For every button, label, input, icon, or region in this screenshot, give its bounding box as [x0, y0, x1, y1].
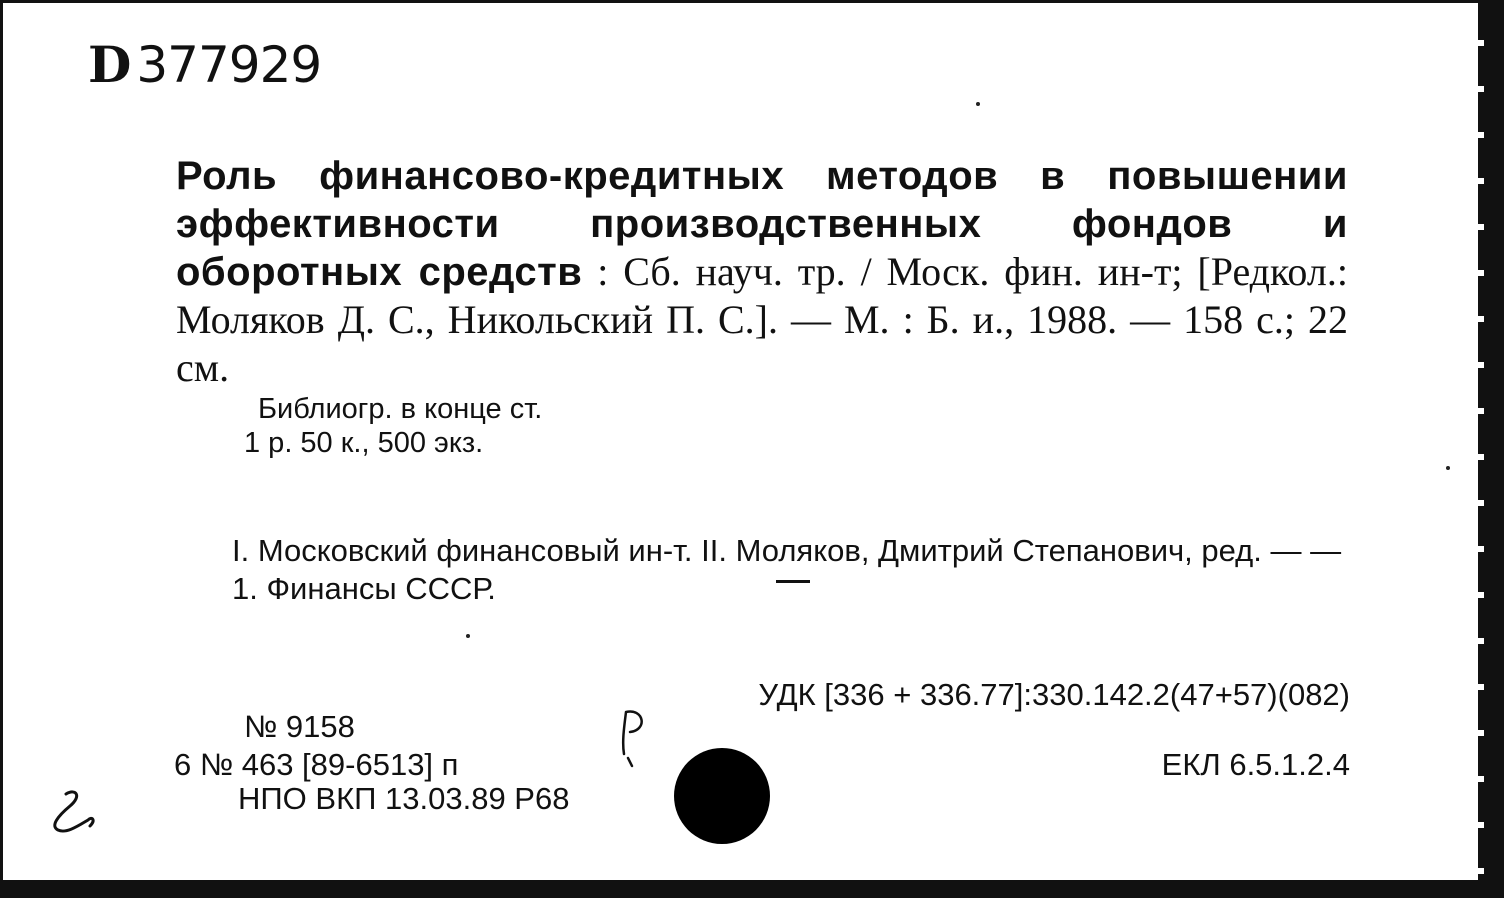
udk-classification: УДК [336 + 336.77]:330.142.2(47+57)(082) [758, 677, 1350, 712]
accession-line: 6 № 463 [89-6513] п [174, 747, 459, 782]
price-note: 1 р. 50 к., 500 экз. [244, 427, 484, 459]
handwritten-l-mark [44, 786, 104, 836]
ekl-code: ЕКЛ 6.5.1.2.4 [1161, 747, 1350, 782]
tracings [180, 532, 1352, 608]
speck [1446, 466, 1450, 470]
tracings-text: I. Московский финансовый ин-т. II. Моляков, Дмитрий Степанович, ред. — — 1. Финансы СССР. [232, 533, 1342, 606]
speck [466, 634, 470, 638]
npo-line: НПО ВКП 13.03.89 Р68 [238, 781, 570, 816]
card-edge-top [0, 0, 1504, 3]
punch-hole [674, 748, 770, 844]
card-number: № 9158 [244, 709, 355, 744]
publication-details: : Сб. науч. тр. / Моск. фин. ин-т; [Редкол.: Моляков Д. С., Никольский П. С.]. — М. : Б. и., 1988. — 158 с.; 22 см. [176, 249, 1348, 390]
handwritten-p-mark [614, 708, 654, 770]
bibliographic-description [176, 152, 1348, 392]
card-edge-left [0, 0, 3, 898]
card-edge-bottom [0, 880, 1504, 898]
card-edge-right [1484, 0, 1504, 898]
bibliography-note: Библиогр. в конце ст. [258, 393, 543, 425]
speck [976, 102, 980, 106]
call-number [88, 35, 322, 94]
call-number-prefix: D [88, 35, 131, 94]
call-number-value: 377929 [136, 36, 322, 94]
dash-mark [776, 580, 810, 583]
title-heading: Роль финансово-кредитных методов в повышении эффективности производственных фондов и оборотных средств [176, 154, 1348, 294]
